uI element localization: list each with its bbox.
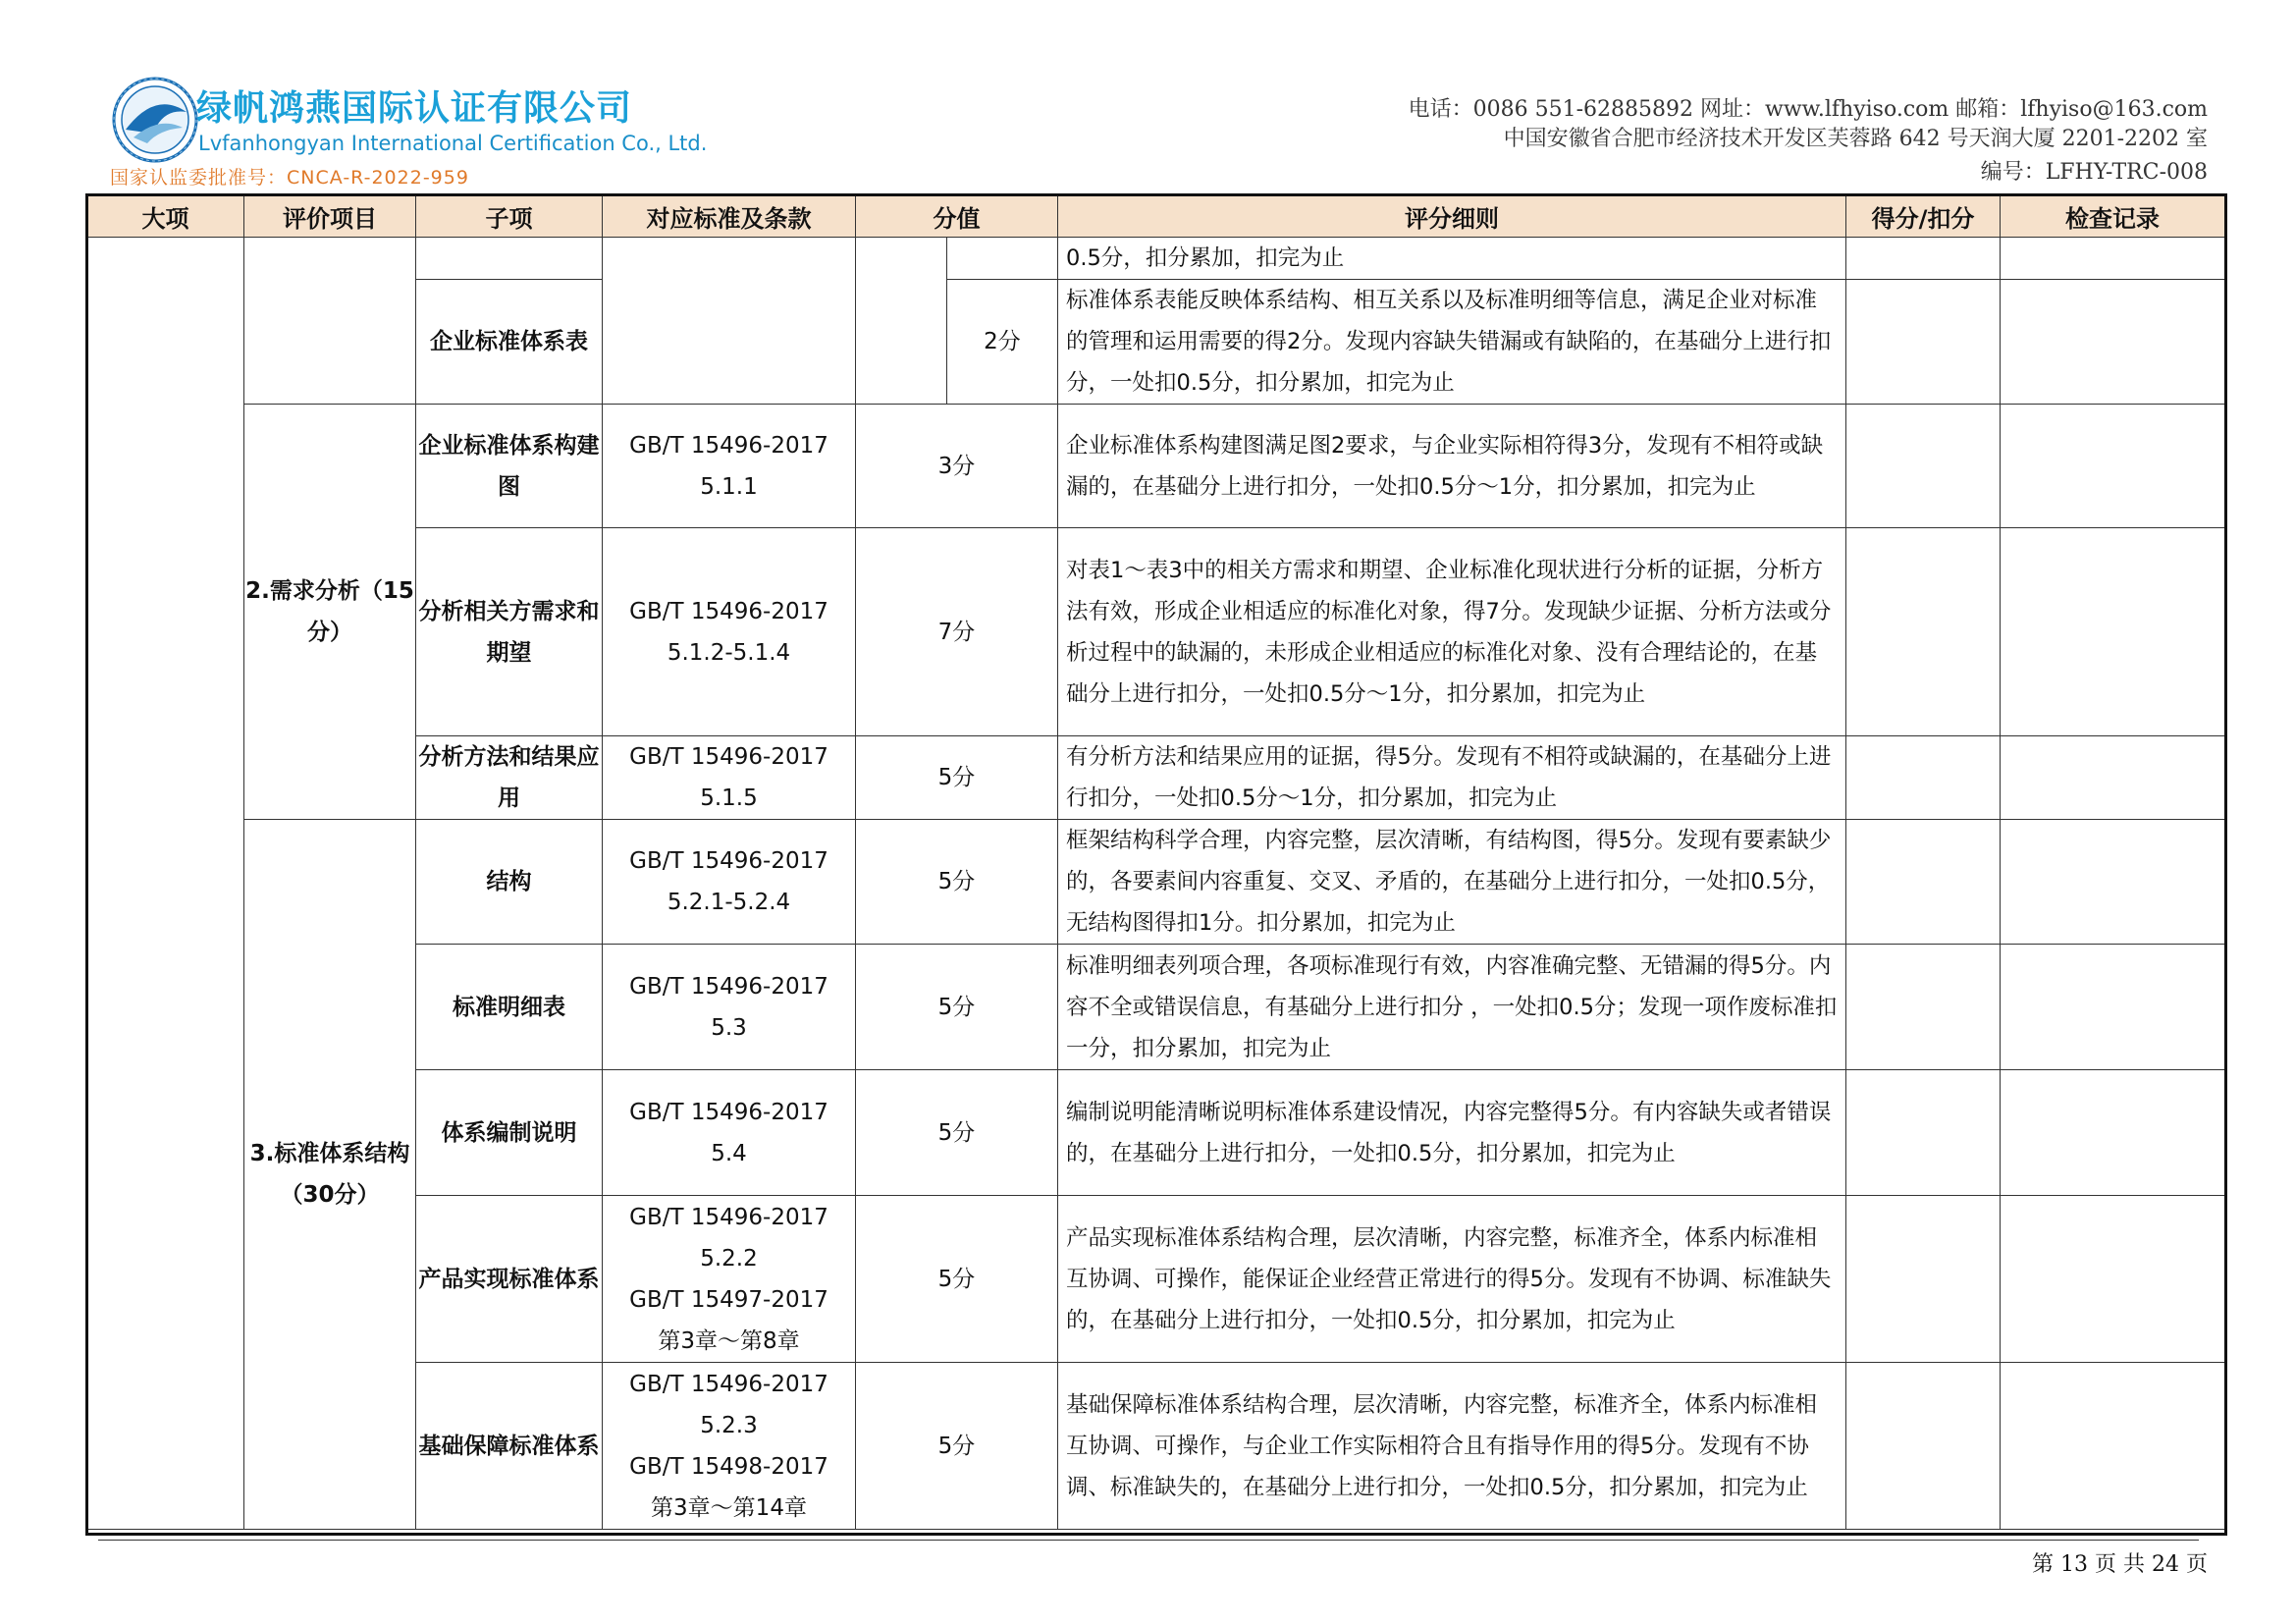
score-cell: 2分 xyxy=(947,280,1058,405)
rule-cell: 基础保障标准体系结构合理，层次清晰，内容完整，标准齐全，体系内标准相互协调、可操作，与企业工作实际相符合且有指导作用的得5分。发现有不协调、标准缺失的，在基础分上进行扣分，一处扣0.5分，扣分累加，扣完为止 xyxy=(1058,1363,1846,1530)
header-eval-item: 评价项目 xyxy=(244,195,416,238)
header-record: 检查记录 xyxy=(2001,195,2225,238)
points-cell[interactable] xyxy=(1846,945,2001,1070)
record-cell[interactable] xyxy=(2001,1070,2225,1196)
header-standard: 对应标准及条款 xyxy=(603,195,856,238)
sub-item-cell: 产品实现标准体系 xyxy=(416,1196,603,1363)
sub-item-cell: 体系编制说明 xyxy=(416,1070,603,1196)
header-sub-item: 子项 xyxy=(416,195,603,238)
eval-item-cell: 3.标准体系结构（30分） xyxy=(244,820,416,1530)
sub-item-cell xyxy=(416,238,603,280)
standard-cell: GB/T 15496-2017 5.3 xyxy=(603,945,856,1070)
standard-cell: GB/T 15496-2017 5.2.1-5.2.4 xyxy=(603,820,856,945)
record-cell[interactable] xyxy=(2001,736,2225,820)
record-cell[interactable] xyxy=(2001,405,2225,528)
rule-cell: 标准体系表能反映体系结构、相互关系以及标准明细等信息，满足企业对标准的管理和运用需要的得2分。发现内容缺失错漏或有缺陷的，在基础分上进行扣分，一处扣0.5分，扣分累加，扣完为止 xyxy=(1058,280,1846,405)
standard-cell: GB/T 15496-2017 5.1.2-5.1.4 xyxy=(603,528,856,736)
rule-cell: 框架结构科学合理，内容完整，层次清晰，有结构图，得5分。发现有要素缺少的，各要素间内容重复、交叉、矛盾的，在基础分上进行扣分，一处扣0.5分，无结构图得扣1分。扣分累加，扣完为止 xyxy=(1058,820,1846,945)
record-cell[interactable] xyxy=(2001,1196,2225,1363)
standard-cell: GB/T 15496-2017 5.4 xyxy=(603,1070,856,1196)
points-cell[interactable] xyxy=(1846,1363,2001,1530)
points-cell[interactable] xyxy=(1846,820,2001,945)
category-cell xyxy=(87,238,244,1530)
points-cell[interactable] xyxy=(1846,736,2001,820)
table-row xyxy=(87,405,2225,528)
score-outer-cell xyxy=(856,238,947,405)
score-cell: 3分 xyxy=(856,405,1058,528)
footer-divider xyxy=(98,1540,2199,1541)
table-row xyxy=(87,820,2225,945)
standard-cell xyxy=(603,238,856,405)
sub-item-cell: 企业标准体系构建图 xyxy=(416,405,603,528)
record-cell[interactable] xyxy=(2001,238,2225,280)
rule-cell: 产品实现标准体系结构合理，层次清晰，内容完整，标准齐全，体系内标准相互协调、可操作，能保证企业经营正常进行的得5分。发现有不协调、标准缺失的，在基础分上进行扣分，一处扣0.5分，扣分累加，扣完为止 xyxy=(1058,1196,1846,1363)
sub-item-cell: 分析相关方需求和期望 xyxy=(416,528,603,736)
sub-item-cell: 基础保障标准体系 xyxy=(416,1363,603,1530)
page-number: 第 13 页 共 24 页 xyxy=(2032,1552,2208,1577)
contact-info: 电话：0086 551-62885892 网址：www.lfhyiso.com 邮箱：lfhyiso@163.com xyxy=(1408,97,2208,122)
rule-cell: 标准明细表列项合理，各项标准现行有效，内容准确完整、无错漏的得5分。内容不全或错误信息，有基础分上进行扣分 ，一处扣0.5分；发现一项作废标准扣一分，扣分累加，扣完为止 xyxy=(1058,945,1846,1070)
sub-item-cell: 企业标准体系表 xyxy=(416,280,603,405)
approval-number: 国家认监委批准号：CNCA-R-2022-959 xyxy=(110,167,469,189)
score-cell: 5分 xyxy=(856,1196,1058,1363)
header-points: 得分/扣分 xyxy=(1846,195,2001,238)
score-cell: 5分 xyxy=(856,736,1058,820)
points-cell[interactable] xyxy=(1846,405,2001,528)
standard-cell: GB/T 15496-2017 5.2.2 GB/T 15497-2017 第3章～第8章 xyxy=(603,1196,856,1363)
score-cell: 5分 xyxy=(856,945,1058,1070)
header-rule: 评分细则 xyxy=(1058,195,1846,238)
points-cell[interactable] xyxy=(1846,528,2001,736)
record-cell[interactable] xyxy=(2001,820,2225,945)
table-header-row xyxy=(87,195,2225,238)
rule-cell: 对表1～表3中的相关方需求和期望、企业标准化现状进行分析的证据，分析方法有效，形成企业相适应的标准化对象，得7分。发现缺少证据、分析方法或分析过程中的缺漏的，未形成企业相适应的标准化对象、没有合理结论的，在基础分上进行扣分，一处扣0.5分～1分，扣分累加，扣完为止 xyxy=(1058,528,1846,736)
eval-item-cell xyxy=(244,238,416,405)
rule-cell: 有分析方法和结果应用的证据，得5分。发现有不相符或缺漏的，在基础分上进行扣分，一处扣0.5分～1分，扣分累加，扣完为止 xyxy=(1058,736,1846,820)
record-cell[interactable] xyxy=(2001,945,2225,1070)
score-cell: 5分 xyxy=(856,820,1058,945)
company-name-en: Lvfanhongyan International Certification Co., Ltd. xyxy=(198,132,708,155)
score-cell: 5分 xyxy=(856,1363,1058,1530)
record-cell[interactable] xyxy=(2001,528,2225,736)
evaluation-table xyxy=(86,194,2225,1530)
sub-item-cell: 分析方法和结果应用 xyxy=(416,736,603,820)
sub-item-cell: 标准明细表 xyxy=(416,945,603,1070)
points-cell[interactable] xyxy=(1846,1070,2001,1196)
header-category: 大项 xyxy=(87,195,244,238)
standard-cell: GB/T 15496-2017 5.1.1 xyxy=(603,405,856,528)
score-cell: 5分 xyxy=(856,1070,1058,1196)
standard-cell: GB/T 15496-2017 5.2.3 GB/T 15498-2017 第3章～第14章 xyxy=(603,1363,856,1530)
points-cell[interactable] xyxy=(1846,280,2001,405)
record-cell[interactable] xyxy=(2001,280,2225,405)
score-cell xyxy=(947,238,1058,280)
record-cell[interactable] xyxy=(2001,1363,2225,1530)
rule-cell: 企业标准体系构建图满足图2要求，与企业实际相符得3分，发现有不相符或缺漏的，在基础分上进行扣分，一处扣0.5分～1分，扣分累加，扣完为止 xyxy=(1058,405,1846,528)
company-address: 中国安徽省合肥市经济技术开发区芙蓉路 642 号天润大厦 2201-2202 室 xyxy=(1503,127,2208,151)
points-cell[interactable] xyxy=(1846,238,2001,280)
table-row xyxy=(87,238,2225,280)
header-score: 分值 xyxy=(856,195,1058,238)
document-code: 编号：LFHY-TRC-008 xyxy=(1980,160,2208,185)
eval-item-cell: 2.需求分析（15分） xyxy=(244,405,416,820)
score-cell: 7分 xyxy=(856,528,1058,736)
rule-cell: 编制说明能清晰说明标准体系建设情况，内容完整得5分。有内容缺失或者错误的，在基础分上进行扣分，一处扣0.5分，扣分累加，扣完为止 xyxy=(1058,1070,1846,1196)
points-cell[interactable] xyxy=(1846,1196,2001,1363)
rule-cell: 0.5分，扣分累加，扣完为止 xyxy=(1058,238,1846,280)
sub-item-cell: 结构 xyxy=(416,820,603,945)
company-name-cn: 绿帆鸿燕国际认证有限公司 xyxy=(196,88,633,129)
standard-cell: GB/T 15496-2017 5.1.5 xyxy=(603,736,856,820)
